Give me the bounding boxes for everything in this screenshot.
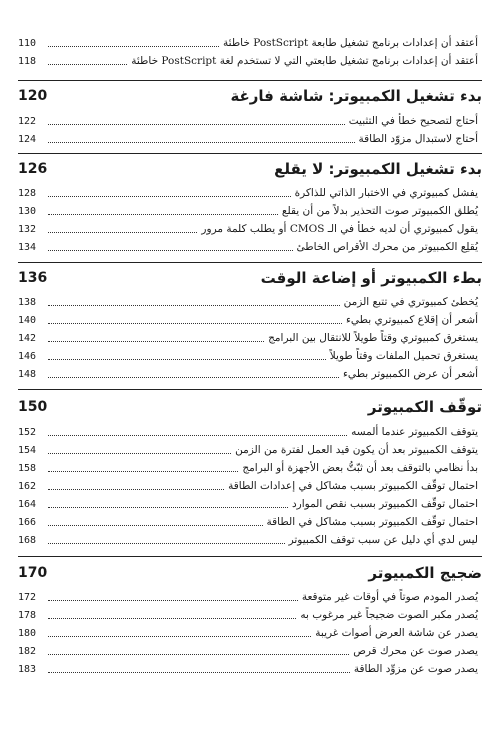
- toc-entry: [18, 608, 478, 622]
- toc-entry: [18, 36, 478, 50]
- section-divider: [18, 153, 482, 154]
- entry-title: أشعر أن عرض الكمبيوتر بطيء: [343, 368, 478, 380]
- toc-entry: [18, 54, 478, 68]
- entry-title: يُخطئ كمبيوتري في تتبع الزمن: [343, 296, 478, 308]
- entry-title: يُصدر المودم صوتاً في أوقات غير متوقعة: [301, 591, 478, 603]
- toc-entry: [18, 295, 478, 309]
- entry-page: 172: [18, 592, 37, 603]
- dot-leader: [48, 600, 298, 601]
- section-page: 170: [18, 565, 48, 581]
- entry-title: يتوقف الكمبيوتر عندما ألمسه: [351, 426, 478, 438]
- toc-entry: [18, 590, 478, 604]
- section-heading: [18, 563, 482, 583]
- toc-entry: [18, 132, 478, 146]
- toc-entry: [18, 425, 478, 439]
- entry-title: احتمال توقّف الكمبيوتر بسبب مشاكل في إعدادات الطاقة: [228, 480, 478, 492]
- section-title: بدء تشغيل الكمبيوتر: شاشة فارغة: [230, 87, 482, 105]
- entry-page: 132: [18, 224, 37, 235]
- section-title: توقّف الكمبيوتر: [367, 398, 482, 416]
- dot-leader: [48, 471, 238, 472]
- entry-page: 142: [18, 333, 37, 344]
- entry-title: يصدر عن شاشة العرض أصوات غريبة: [315, 627, 478, 639]
- entry-title: يُطلق الكمبيوتر صوت التحذير بدلاً من أن يقلع: [281, 205, 478, 217]
- dot-leader: [48, 654, 349, 655]
- toc-entry: [18, 515, 478, 529]
- toc-entry: [18, 204, 478, 218]
- entry-title: أحتاج لتصحيح خطأ في التثبيت: [348, 115, 478, 127]
- dot-leader: [48, 377, 339, 378]
- entry-title: احتمال توقّف الكمبيوتر بسبب نقص الموارد: [291, 498, 478, 510]
- dot-leader: [48, 124, 345, 125]
- dot-leader: [48, 250, 293, 251]
- entry-page: 140: [18, 315, 37, 326]
- entry-page: 158: [18, 463, 37, 474]
- entry-page: 166: [18, 517, 37, 528]
- dot-leader: [48, 64, 127, 65]
- entry-title: أعتقد أن إعدادات برنامج تشغيل طابعة PostScript خاطئة: [223, 37, 478, 49]
- entry-page: 180: [18, 628, 37, 639]
- dot-leader: [48, 489, 224, 490]
- section-page: 136: [18, 270, 48, 286]
- entry-page: 182: [18, 646, 37, 657]
- toc-entry: [18, 331, 478, 345]
- toc-entry: [18, 186, 478, 200]
- dot-leader: [48, 435, 347, 436]
- dot-leader: [48, 46, 219, 47]
- dot-leader: [48, 359, 326, 360]
- toc-entry: [18, 662, 478, 676]
- dot-leader: [48, 543, 285, 544]
- entry-page: 146: [18, 351, 37, 362]
- entry-page: 124: [18, 134, 37, 145]
- dot-leader: [48, 618, 296, 619]
- dot-leader: [48, 525, 263, 526]
- entry-page: 134: [18, 242, 37, 253]
- toc-entry: [18, 114, 478, 128]
- toc-entry: [18, 626, 478, 640]
- dot-leader: [48, 453, 231, 454]
- entry-title: يتوقف الكمبيوتر بعد أن يكون قيد العمل لفترة من الزمن: [235, 444, 478, 456]
- toc-entry: [18, 240, 478, 254]
- entry-title: أشعر أن إقلاع كمبيوتري بطيء: [345, 314, 478, 326]
- toc-entry: [18, 497, 478, 511]
- toc-entry: [18, 533, 478, 547]
- dot-leader: [48, 636, 311, 637]
- dot-leader: [48, 672, 350, 673]
- section-divider: [18, 556, 482, 557]
- dot-leader: [48, 323, 342, 324]
- entry-title: بدأ نظامي بالتوقف بعد أن ثبّتُّ بعض الأجهزة أو البرامج: [242, 462, 478, 474]
- entry-page: 130: [18, 206, 37, 217]
- entry-page: 164: [18, 499, 37, 510]
- section-heading: [18, 268, 482, 288]
- section-heading: [18, 159, 482, 179]
- entry-title: يُقلِع الكمبيوتر من محرك الأقراص الخاطئ: [296, 241, 478, 253]
- entry-title: يصدر صوت عن محرك قرص: [353, 645, 478, 657]
- entry-title: يُصدر مكبر الصوت ضجيجاً غير مرغوب به: [300, 609, 478, 621]
- entry-page: 168: [18, 535, 37, 546]
- entry-page: 122: [18, 116, 37, 127]
- entry-title: يستغرق كمبيوتري وقتاً طويلاً للانتقال بين البرامج: [268, 332, 478, 344]
- toc-entry: [18, 349, 478, 363]
- entry-page: 110: [18, 38, 37, 49]
- entry-page: 128: [18, 188, 37, 199]
- dot-leader: [48, 214, 278, 215]
- section-divider: [18, 262, 482, 263]
- entry-page: 148: [18, 369, 37, 380]
- toc-entry: [18, 644, 478, 658]
- entry-page: 152: [18, 427, 37, 438]
- section-page: 126: [18, 161, 48, 177]
- toc-entry: [18, 222, 478, 236]
- dot-leader: [48, 507, 288, 508]
- entry-title: أعتقد أن إعدادات برنامج تشغيل طابعتي التي لا تستخدم لغة PostScript خاطئة: [131, 55, 478, 67]
- section-divider: [18, 80, 482, 81]
- toc-entry: [18, 443, 478, 457]
- toc-entry: [18, 313, 478, 327]
- section-heading: [18, 397, 482, 417]
- section-page: 150: [18, 399, 48, 415]
- dot-leader: [48, 232, 197, 233]
- entry-page: 183: [18, 664, 37, 675]
- section-heading: [18, 86, 482, 106]
- toc-entry: [18, 479, 478, 493]
- entry-title: يقول كمبيوتري أن لديه خطأ في الـ CMOS أو يطلب كلمة مرور: [201, 223, 478, 235]
- dot-leader: [48, 305, 340, 306]
- dot-leader: [48, 341, 264, 342]
- entry-title: يفشل كمبيوتري في الاختبار الذاتي للذاكرة: [294, 187, 478, 199]
- entry-title: أحتاج لاستبدال مزوّد الطاقة: [358, 133, 478, 145]
- entry-title: احتمال توقّف الكمبيوتر بسبب مشاكل في الطاقة: [266, 516, 478, 528]
- section-page: 120: [18, 88, 48, 104]
- section-divider: [18, 389, 482, 390]
- dot-leader: [48, 196, 291, 197]
- section-title: بدء تشغيل الكمبيوتر: لا يقلع: [274, 160, 482, 178]
- entry-title: يستغرق تحميل الملفات وقتاً طويلاً: [329, 350, 478, 362]
- entry-page: 162: [18, 481, 37, 492]
- entry-page: 178: [18, 610, 37, 621]
- toc-entry: [18, 367, 478, 381]
- dot-leader: [48, 142, 355, 143]
- section-title: بطء الكمبيوتر أو إضاعة الوقت: [260, 269, 482, 287]
- toc-entry: [18, 461, 478, 475]
- entry-page: 118: [18, 56, 37, 67]
- entry-title: ليس لدي أي دليل عن سبب توقف الكمبيوتر: [288, 534, 478, 546]
- entry-page: 138: [18, 297, 37, 308]
- entry-title: يصدر صوت عن مزوِّد الطاقة: [353, 663, 478, 675]
- entry-page: 154: [18, 445, 37, 456]
- section-title: ضجيج الكمبيوتر: [368, 564, 482, 582]
